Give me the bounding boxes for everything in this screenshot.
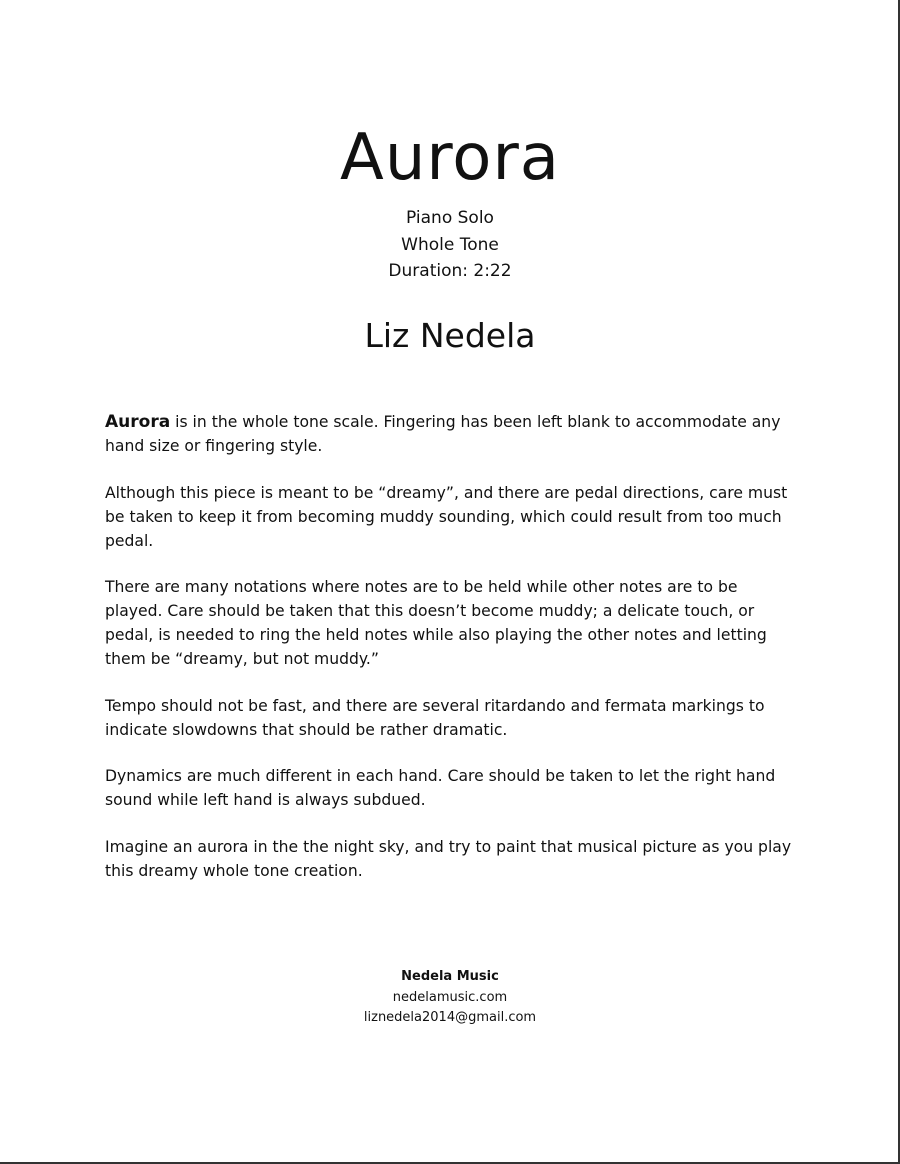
performance-notes bbox=[105, 410, 795, 905]
piece-details bbox=[0, 205, 900, 285]
publisher-email: liznedela2014@gmail.com bbox=[363, 1010, 537, 1025]
notes-paragraph bbox=[105, 410, 795, 458]
duration-label: Duration: 2:22 bbox=[388, 261, 512, 281]
notes-paragraph: Dynamics are much different in each hand. Care should be taken to let the right hand sound while left hand is always subdued. bbox=[105, 767, 776, 809]
scale-label: Whole Tone bbox=[401, 234, 499, 255]
notes-paragraph: Imagine an aurora in the the night sky, and try to paint that musical picture as you play this dreamy whole tone creation. bbox=[105, 837, 792, 880]
piece-title: Aurora bbox=[340, 121, 560, 195]
notes-paragraph: Although this piece is meant to be “dreamy”, and there are pedal directions, care must be taken to keep it from becoming muddy sounding, which could result from too much pedal. bbox=[105, 483, 788, 550]
notes-paragraph: Tempo should not be fast, and there are several ritardando and fermata markings to indicate slowdowns that should be rather dramatic. bbox=[105, 696, 765, 739]
publisher-name: Nedela Music bbox=[401, 969, 499, 984]
notes-lead-title: Aurora bbox=[105, 412, 171, 432]
notes-paragraph-text: is in the whole tone scale. Fingering has been left blank to accommodate any hand size or fingering style. bbox=[105, 413, 781, 455]
notes-paragraph: There are many notations where notes are to be held while other notes are to be played. Care should be taken that this doesn’t become muddy; a delicate touch, or pedal, is needed to ring the held notes while also playing the other notes and letting them be “dreamy, but not muddy.” bbox=[105, 578, 767, 668]
publisher-footer bbox=[0, 967, 900, 1029]
instrument-label: Piano Solo bbox=[406, 208, 494, 228]
publisher-website: nedelamusic.com bbox=[392, 989, 508, 1005]
composer-name: Liz Nedela bbox=[364, 316, 536, 355]
